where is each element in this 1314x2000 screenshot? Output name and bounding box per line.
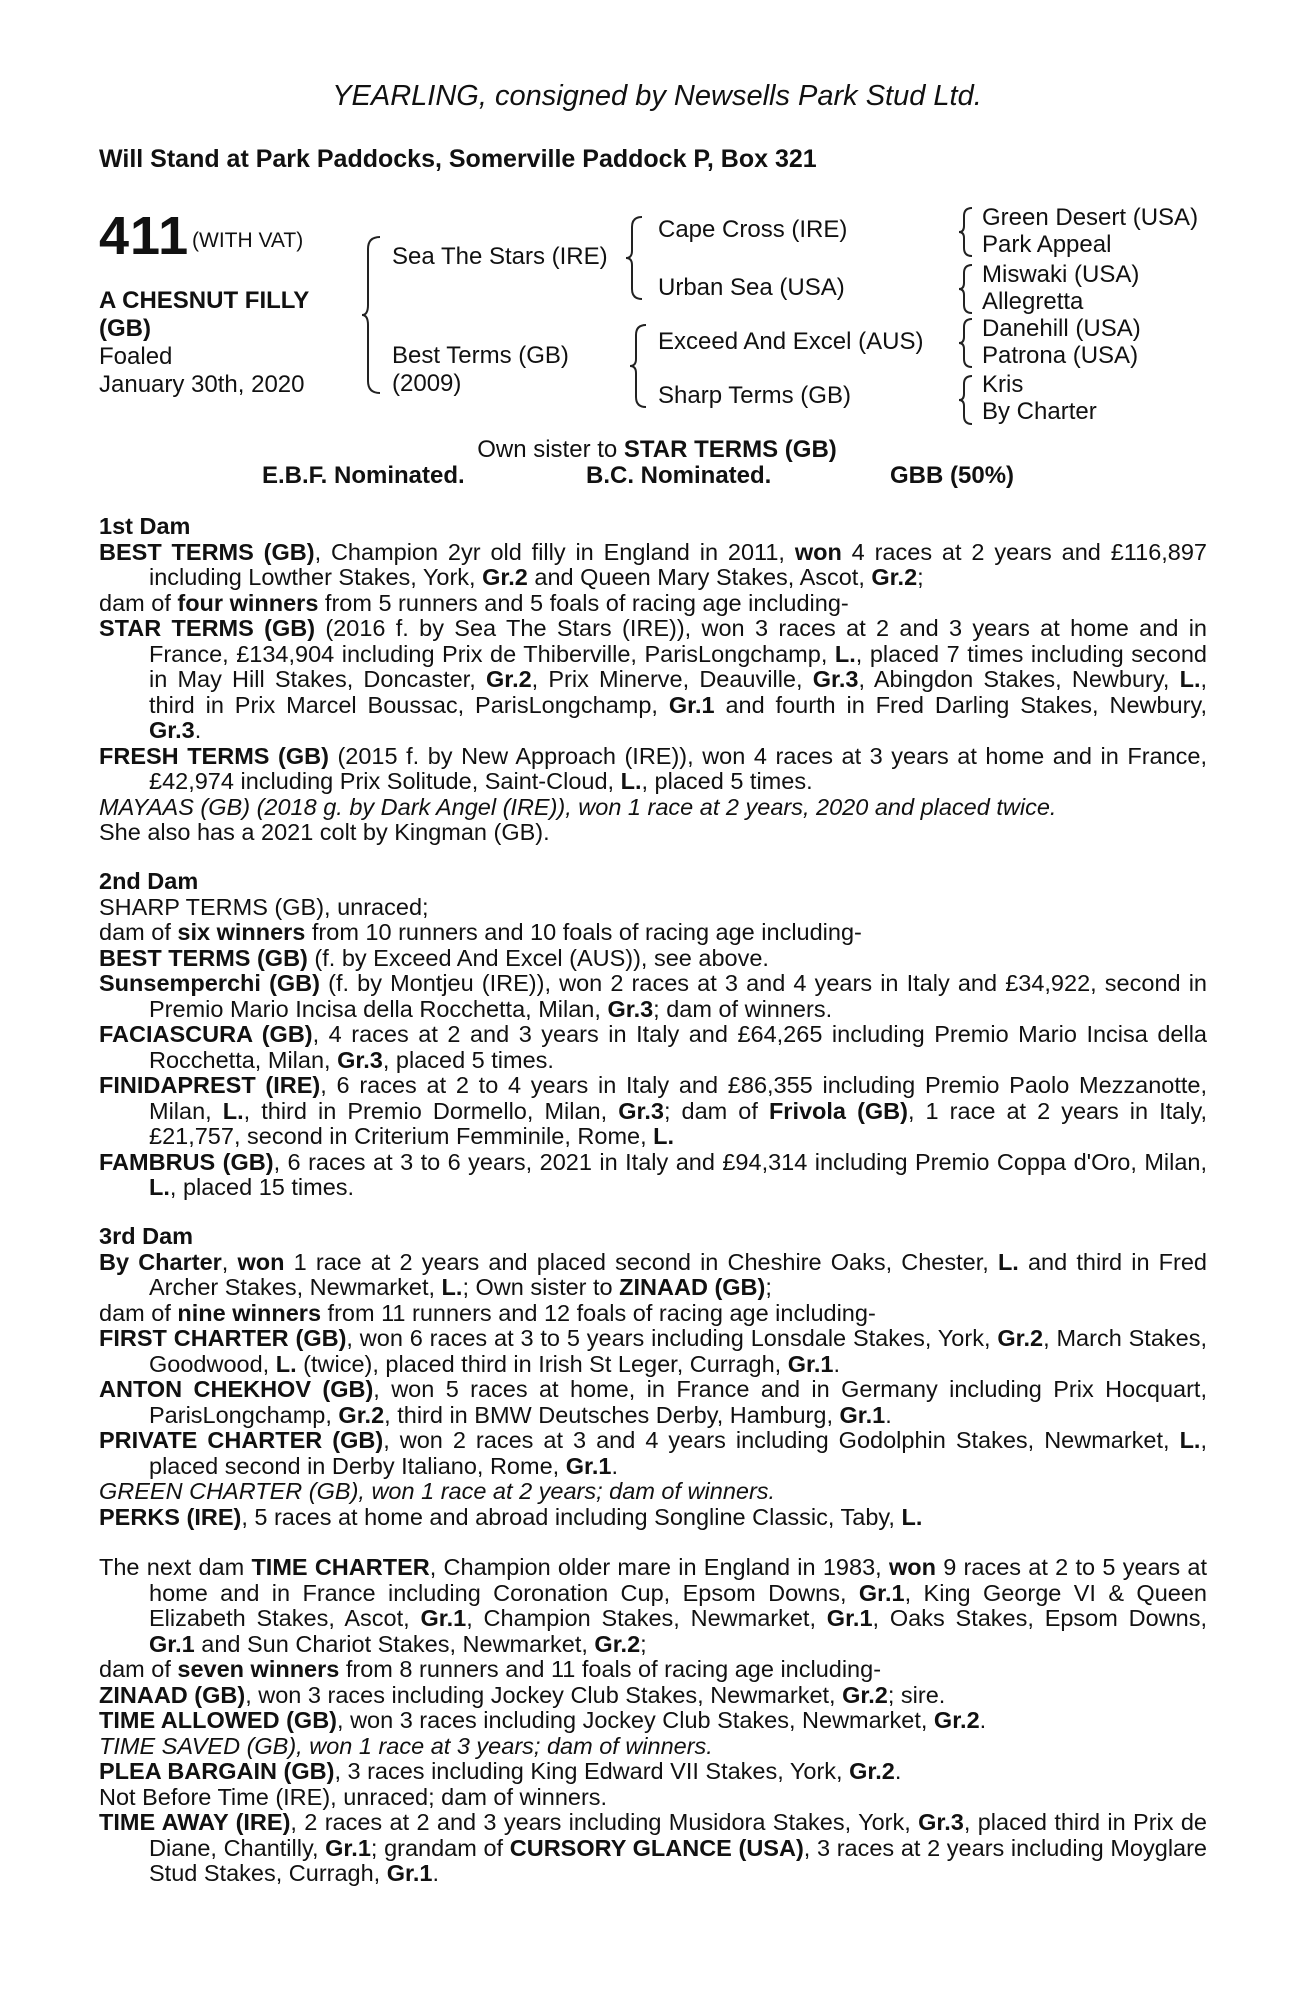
bc-nominated: B.C. Nominated. <box>586 462 772 489</box>
progeny-plea-bargain: PLEA BARGAIN (GB), 3 races including King Edward VII Stakes, York, Gr.2. <box>99 1758 902 1784</box>
progeny-faciascura: FACIASCURA (GB), 4 races at 2 and 3 years in Italy and £64,265 including Premio Mario Incisa della Rocchetta, Milan, Gr.3, placed 5 times. <box>99 1021 1208 1073</box>
progeny-fresh-terms: FRESH TERMS (GB) (2015 f. by New Approach (IRE)), won 4 races at 3 years at home and in France, £42,974 including Prix Solitude, Saint-Cloud, L., placed 5 times. <box>99 742 1208 794</box>
third-dam-section <box>99 1224 1207 1530</box>
catalogue-header: YEARLING, consigned by Newsells Park Stud Ltd. <box>332 80 982 112</box>
sire-sire: Cape Cross (IRE) <box>658 216 848 243</box>
g-miswaki: Miswaki (USA) <box>982 261 1140 288</box>
progeny-private-charter: PRIVATE CHARTER (GB), won 2 races at 3 and 4 years including Godolphin Stakes, Newmarket, L., placed second in Derby Italiano, Rome, Gr.1. <box>99 1427 1207 1479</box>
sire: Sea The Stars (IRE) <box>392 243 608 270</box>
next-dam-section <box>99 1555 1207 1887</box>
progeny-perks: PERKS (IRE), 5 races at home and abroad including Songline Classic, Taby, L. <box>99 1503 923 1530</box>
gbb-bonus: GBB (50%) <box>890 462 1015 489</box>
horse-description <box>99 287 369 399</box>
progeny-first-charter: FIRST CHARTER (GB), won 6 races at 3 to 5 years including Lonsdale Stakes, York, Gr.2, March Stakes, Goodwood, L. (twice), placed third in Irish St Leger, Curragh, Gr.1. <box>99 1325 1208 1377</box>
third-dam-produce-summary: dam of nine winners from 11 runners and 12 foals of racing age including- <box>99 1299 876 1326</box>
progeny-sunsemperchi: Sunsemperchi (GB) (f. by Montjeu (IRE)), won 2 races at 3 and 4 years in Italy and £34,922, second in Premio Mario Incisa della Rocchetta, Milan, Gr.3; dam of winners. <box>99 970 1207 1022</box>
progeny-time-saved: TIME SAVED (GB), won 1 race at 3 years; dam of winners. <box>99 1732 713 1759</box>
own-sister-name: STAR TERMS (GB) <box>623 436 837 463</box>
second-dam-produce-summary: dam of six winners from 10 runners and 10 foals of racing age including- <box>99 919 862 945</box>
own-sister-note <box>0 436 1314 464</box>
dam: Best Terms (GB) <box>392 342 569 369</box>
foaled-date: January 30th, 2020 <box>99 371 305 398</box>
ebf-nominated: E.B.F. Nominated. <box>262 462 465 489</box>
pedigree-brace-dam <box>628 323 650 409</box>
sire-dam: Urban Sea (USA) <box>658 274 845 301</box>
dam-dam: Sharp Terms (GB) <box>658 382 851 409</box>
lot-vat: (WITH VAT) <box>192 229 304 252</box>
foaled-label: Foaled <box>99 343 173 370</box>
second-dam-section <box>99 869 1207 1201</box>
next-dam-record: The next dam TIME CHARTER, Champion older mare in England in 1983, won 9 races at 2 to 5 years at home and in France including Coronation Cup, Epsom Downs, Gr.1, King George VI & Queen Elizabeth Stakes, Ascot, Gr.1, Champion Stakes, Newmarket, Gr.1, Oaks Stakes, Epsom Downs, Gr.1 and Sun Chariot Stakes, Newmarket, Gr.2; <box>99 1554 1208 1657</box>
g-green-desert: Green Desert (USA) <box>982 204 1199 231</box>
progeny-zinaad: ZINAAD (GB), won 3 races including Jockey Club Stakes, Newmarket, Gr.2; sire. <box>99 1681 946 1708</box>
third-dam-heading: 3rd Dam <box>99 1223 194 1249</box>
horse-name-line2: (GB) <box>99 315 151 342</box>
brace-g2 <box>958 263 976 315</box>
progeny-green-charter: GREEN CHARTER (GB), won 1 race at 2 years; dam of winners. <box>99 1478 776 1504</box>
g-danehill: Danehill (USA) <box>982 315 1141 342</box>
pedigree-brace-main <box>360 235 384 395</box>
progeny-time-away: TIME AWAY (IRE), 2 races at 2 and 3 years including Musidora Stakes, York, Gr.3, placed third in Prix de Diane, Chantilly, Gr.1; grandam of CURSORY GLANCE (USA), 3 races at 2 years including Moyglare Stud Stakes, Curragh, Gr.1. <box>99 1809 1207 1886</box>
brace-g1 <box>958 206 976 258</box>
progeny-best-terms: BEST TERMS (GB) (f. by Exceed And Excel (AUS)), see above. <box>99 944 769 971</box>
g-kris: Kris <box>982 371 1024 398</box>
stand-location: Will Stand at Park Paddocks, Somerville Paddock P, Box 321 <box>99 145 817 173</box>
own-sister-prefix: Own sister to <box>477 436 624 463</box>
first-dam-record: BEST TERMS (GB), Champion 2yr old filly in England in 2011, won 4 races at 2 years and £116,897 including Lowther Stakes, York, Gr.2 and Queen Mary Stakes, Ascot, Gr.2; <box>99 538 1207 590</box>
second-dam-heading: 2nd Dam <box>99 868 199 894</box>
g-patrona: Patrona (USA) <box>982 342 1139 369</box>
g-park-appeal: Park Appeal <box>982 231 1112 258</box>
third-dam-record: By Charter, won 1 race at 2 years and placed second in Cheshire Oaks, Chester, L. and third in Fred Archer Stakes, Newmarket, L.; Own sister to ZINAAD (GB); <box>99 1248 1207 1300</box>
first-dam-section <box>99 514 1207 846</box>
progeny-finidaprest: FINIDAPREST (IRE), 6 races at 2 to 4 years in Italy and £86,355 including Premio Paolo Mezzanotte, Milan, L., third in Premio Dormello, Milan, Gr.3; dam of Frivola (GB), 1 race at 2 years in Italy, £21,757, second in Criterium Femminile, Rome, L. <box>99 1072 1208 1149</box>
lot-number: 411 <box>99 206 190 266</box>
progeny-not-before-time: Not Before Time (IRE), unraced; dam of winners. <box>99 1783 608 1810</box>
g-allegretta: Allegretta <box>982 288 1084 315</box>
progeny-mayaas: MAYAAS (GB) (2018 g. by Dark Angel (IRE)), won 1 race at 2 years, 2020 and placed twice. <box>99 793 1057 820</box>
progeny-star-terms: STAR TERMS (GB) (2016 f. by Sea The Stars (IRE)), won 3 races at 2 and 3 years at home and in France, £134,904 including Prix de Thiberville, ParisLongchamp, L., placed 7 times including second in May Hill Stakes, Doncaster, Gr.2, Prix Minerve, Deauville, Gr.3, Abingdon Stakes, Newbury, L., third in Prix Marcel Boussac, ParisLongchamp, Gr.1 and fourth in Fred Darling Stakes, Newbury, Gr.3. <box>99 615 1208 743</box>
first-dam-heading: 1st Dam <box>99 513 191 539</box>
dam-year: (2009) <box>392 370 462 397</box>
horse-name-line1: A CHESNUT FILLY <box>99 287 310 314</box>
brace-g3 <box>958 317 976 369</box>
progeny-time-allowed: TIME ALLOWED (GB), won 3 races including Jockey Club Stakes, Newmarket, Gr.2. <box>99 1707 987 1733</box>
dam-sire: Exceed And Excel (AUS) <box>658 328 924 355</box>
progeny-fambrus: FAMBRUS (GB), 6 races at 3 to 6 years, 2021 in Italy and £94,314 including Premio Coppa d'Oro, Milan, L., placed 15 times. <box>99 1148 1207 1200</box>
brace-g4 <box>958 374 976 426</box>
next-dam-produce-summary: dam of seven winners from 8 runners and 11 foals of racing age including- <box>99 1656 882 1682</box>
first-dam-note: She also has a 2021 colt by Kingman (GB). <box>99 819 550 845</box>
first-dam-produce-summary: dam of four winners from 5 runners and 5 foals of racing age including- <box>99 589 849 616</box>
pedigree-brace-sire <box>624 215 646 301</box>
second-dam-record: SHARP TERMS (GB), unraced; <box>99 893 429 920</box>
progeny-anton-chekhov: ANTON CHEKHOV (GB), won 5 races at home, in France and in Germany including Prix Hocquart, ParisLongchamp, Gr.2, third in BMW Deutsches Derby, Hamburg, Gr.1. <box>99 1376 1207 1428</box>
g-by-charter: By Charter <box>982 398 1097 425</box>
